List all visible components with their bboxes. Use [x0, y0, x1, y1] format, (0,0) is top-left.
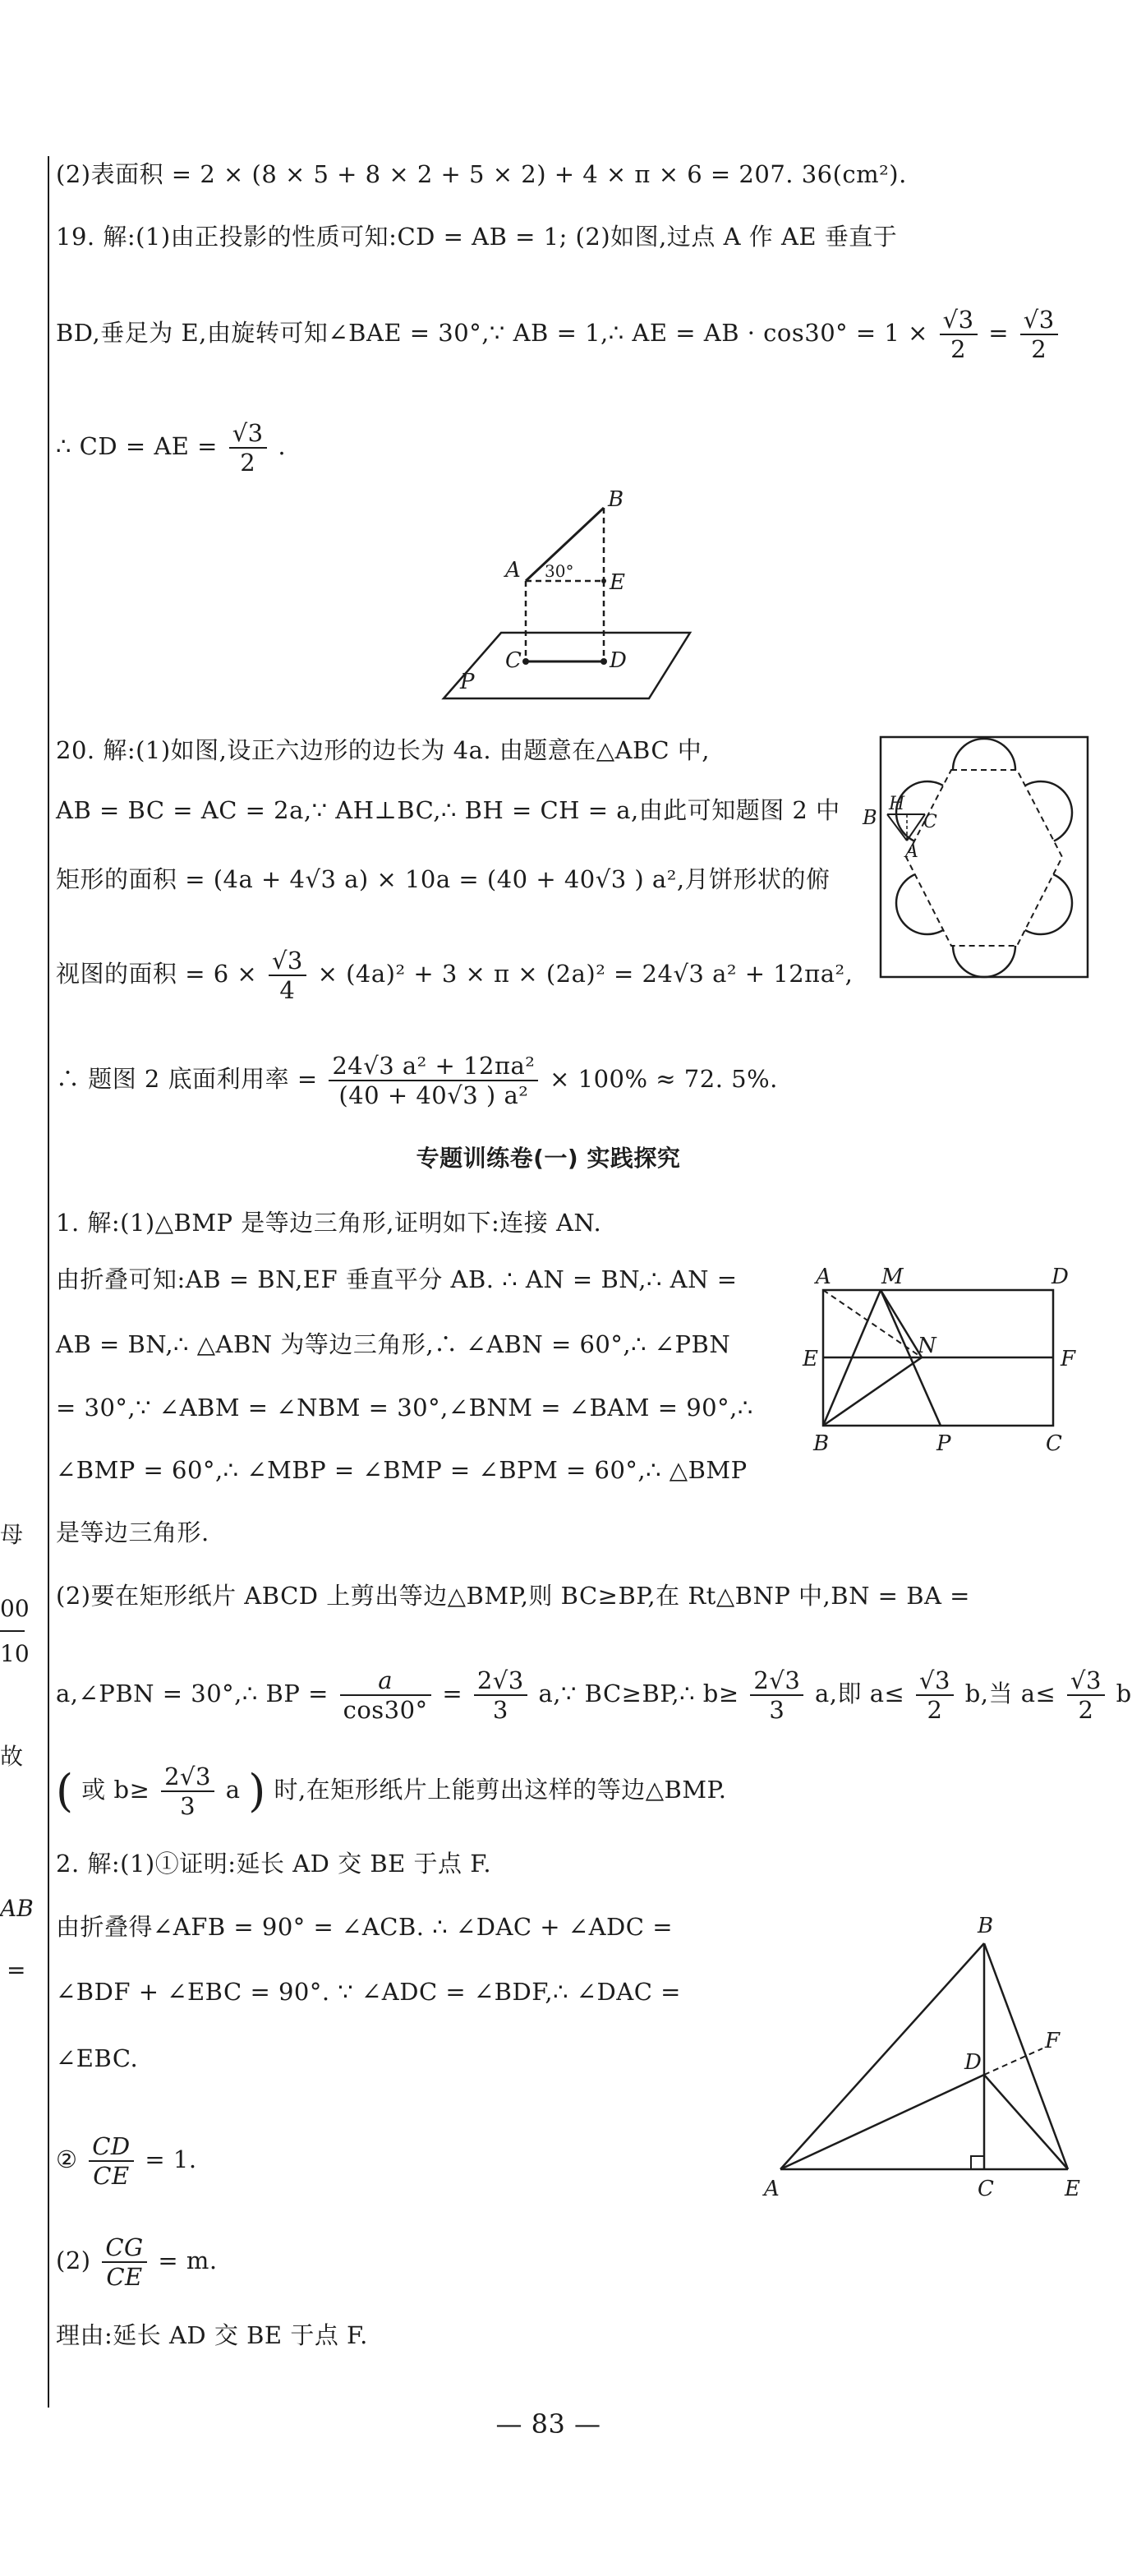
segment-ab: [780, 1943, 984, 2169]
margin-fragment: =: [7, 1956, 26, 1984]
text: .: [278, 432, 287, 460]
fraction-sqrt3-over-2: $\frac{√3}{2}$: [1067, 1666, 1105, 1724]
fraction-usage-rate: $\frac{\text{24√3 a² + 12πa²}}{\text{(40 + 40√3 ) a²}}$: [329, 1052, 538, 1109]
label-f: F: [1061, 1347, 1076, 1371]
label-n: N: [918, 1334, 936, 1358]
text: a,即 a≤: [815, 1680, 905, 1707]
text: ②: [56, 2145, 78, 2173]
label-b: B: [608, 487, 624, 512]
left-margin-rule: [48, 156, 49, 2408]
text: × 100% ≈ 72. 5%.: [550, 1065, 778, 1093]
line-20-2: AB = BC = AC = 2a,∵ AH⊥BC,∴ BH = CH = a,由此可知题图 2 中: [56, 796, 840, 824]
text: a: [225, 1776, 241, 1804]
figure-20-hexagon-mooncake: [877, 735, 1093, 982]
line-p1-4: = 30°,∵ ∠ABM = ∠NBM = 30°,∠BNM = ∠BAM = 90°,∴: [56, 1394, 753, 1422]
text: = m.: [158, 2247, 218, 2274]
section-heading: 专题训练卷(一) 实践探究: [416, 1145, 681, 1172]
label-m: M: [881, 1265, 904, 1289]
text: 或 b≥: [81, 1776, 150, 1804]
line-19-2: [56, 306, 1061, 363]
fraction-sqrt3-over-2: $\frac{√3}{2}$: [940, 306, 978, 363]
line-p1-1: 1. 解:(1)△BMP 是等边三角形,证明如下:连接 AN.: [56, 1209, 602, 1237]
label-a: A: [764, 2177, 780, 2201]
left-paren: (: [56, 1765, 74, 1817]
line-p1-8: [56, 1666, 1132, 1724]
figure-19-projection: [427, 485, 715, 715]
label-p: P: [936, 1431, 951, 1456]
text: BD,垂足为 E,由旋转可知∠BAE = 30°,∵ AB = 1,∴ AE = AB · cos30° = 1 ×: [56, 319, 928, 347]
text: b,当 a≤: [964, 1680, 1056, 1707]
line-19-1: 19. 解:(1)由正投影的性质可知:CD = AB = 1; (2)如图,过点 A 作 AE 垂直于: [56, 223, 898, 251]
fraction-sqrt3-over-2: $\frac{√3}{2}$: [1020, 306, 1058, 363]
fraction-sqrt3-over-4: $\frac{√3}{4}$: [269, 947, 306, 1004]
label-d: D: [964, 2050, 982, 2075]
text: ∴ CD = AE =: [56, 432, 218, 460]
line-p1-2: 由折叠可知:AB = BN,EF 垂直平分 AB. ∴ AN = BN,∴ AN =: [56, 1265, 738, 1293]
label-b-outside: B: [863, 806, 878, 829]
margin-fragment: 10: [0, 1640, 30, 1667]
text: =: [988, 319, 1010, 347]
text: a,∵ BC≥BP,∴ b≥: [538, 1680, 739, 1707]
line-p1-5: ∠BMP = 60°,∴ ∠MBP = ∠BMP = ∠BPM = 60°,∴ △BMP: [56, 1456, 748, 1484]
label-c: C: [1046, 1431, 1062, 1456]
line-20-4: [56, 947, 853, 1004]
segment-de: [984, 2075, 1068, 2169]
margin-fragment: 故: [0, 1743, 24, 1770]
page-number: — 83 —: [495, 2408, 601, 2440]
fraction-sqrt3-over-2: $\frac{√3}{2}$: [916, 1666, 954, 1724]
text: × (4a)² + 3 × π × (2a)² = 24√3 a² + 12πa²,: [317, 960, 854, 988]
label-a: A: [816, 1265, 831, 1289]
text: ∴ 题图 2 底面利用率 =: [56, 1065, 318, 1093]
right-angle-mark: [971, 2156, 984, 2169]
line-p1-6: 是等边三角形.: [56, 1518, 209, 1546]
margin-fragment: 00: [0, 1595, 30, 1622]
inner-hexagon: [906, 770, 1062, 946]
fraction-2sqrt3-over-3: $\frac{2√3}{3}$: [474, 1666, 527, 1724]
figure-p2-triangle: [756, 1906, 1093, 2202]
label-angle: 30°: [545, 561, 574, 581]
fraction-2sqrt3-over-3: $\frac{2√3}{3}$: [161, 1763, 214, 1820]
text: = 1.: [145, 2145, 197, 2173]
segment-an: [823, 1290, 922, 1357]
margin-fraction-bar: [0, 1630, 25, 1632]
line-p2-2: 由折叠得∠AFB = 90° = ∠ACB. ∴ ∠DAC + ∠ADC =: [56, 1913, 674, 1941]
fraction-2sqrt3-over-3: $\frac{2√3}{3}$: [750, 1666, 803, 1724]
text: 视图的面积 = 6 ×: [56, 960, 258, 988]
segment-mn: [881, 1290, 922, 1357]
text: =: [442, 1680, 463, 1707]
segment-df: [984, 2048, 1042, 2075]
margin-fragment: 母: [0, 1521, 24, 1548]
label-e: E: [803, 1347, 818, 1371]
label-c: C: [978, 2177, 994, 2201]
line-20-1: 20. 解:(1)如图,设正六边形的边长为 4a. 由题意在△ABC 中,: [56, 736, 711, 764]
text: 时,在矩形纸片上能剪出这样的等边△BMP.: [274, 1776, 727, 1804]
fraction-cg-over-ce: $\frac{CG}{CE}$: [102, 2233, 146, 2291]
fraction-sqrt3-over-2: $\frac{√3}{2}$: [229, 419, 267, 477]
label-p: P: [460, 670, 475, 694]
fraction-a-over-cos30: $\frac{a}{\cos 30^\circ}$: [340, 1666, 431, 1724]
line-19-3: [56, 419, 286, 477]
line-p1-7: (2)要在矩形纸片 ABCD 上剪出等边△BMP,则 BC≥BP,在 Rt△BNP 中,BN = BA =: [56, 1582, 970, 1610]
line-p1-9: [56, 1763, 726, 1820]
right-paren: ): [248, 1765, 266, 1817]
segment-be: [984, 1943, 1068, 2169]
figure-p1-rectangle-fold: [801, 1265, 1093, 1467]
margin-fragment: AB: [0, 1895, 34, 1922]
line-p1-3: AB = BN,∴ △ABN 为等边三角形,∴ ∠ABN = 60°,∴ ∠PBN: [56, 1330, 731, 1358]
label-b: B: [978, 1914, 994, 1938]
label-h: H: [889, 794, 905, 814]
label-e: E: [610, 570, 625, 595]
line-p2-3: ∠BDF + ∠EBC = 90°. ∵ ∠ADC = ∠BDF,∴ ∠DAC =: [56, 1978, 681, 2006]
label-e: E: [1065, 2177, 1080, 2201]
line-p2-4: ∠EBC.: [56, 2044, 139, 2072]
label-a: A: [905, 841, 918, 862]
segment-ad: [780, 2075, 984, 2169]
line-p2-5: [56, 2132, 197, 2190]
label-f: F: [1045, 2029, 1061, 2053]
text: (2): [56, 2247, 91, 2274]
label-a: A: [505, 558, 521, 583]
text: a,∠PBN = 30°,∴ BP =: [56, 1680, 329, 1707]
label-d: D: [1051, 1265, 1069, 1289]
line-p2-1: 2. 解:(1)①证明:延长 AD 交 BE 于点 F.: [56, 1850, 492, 1878]
label-d: D: [610, 648, 627, 673]
plane-p: [444, 633, 690, 698]
line-18-2: (2)表面积 = 2 × (8 × 5 + 8 × 2 + 5 × 2) + 4 × π × 6 = 207. 36(cm²).: [56, 160, 907, 188]
line-20-5: [56, 1052, 778, 1109]
text: b: [1116, 1680, 1132, 1707]
label-b: B: [813, 1431, 830, 1456]
label-c: C: [923, 812, 937, 832]
line-p2-7: 理由:延长 AD 交 BE 于点 F.: [56, 2321, 368, 2349]
line-p2-6: [56, 2233, 218, 2291]
line-20-3: 矩形的面积 = (4a + 4√3 a) × 10a = (40 + 40√3 ) a²,月饼形状的俯: [56, 865, 831, 893]
label-c: C: [505, 648, 522, 673]
fraction-cd-over-ce: $\frac{CD}{CE}$: [89, 2132, 133, 2190]
